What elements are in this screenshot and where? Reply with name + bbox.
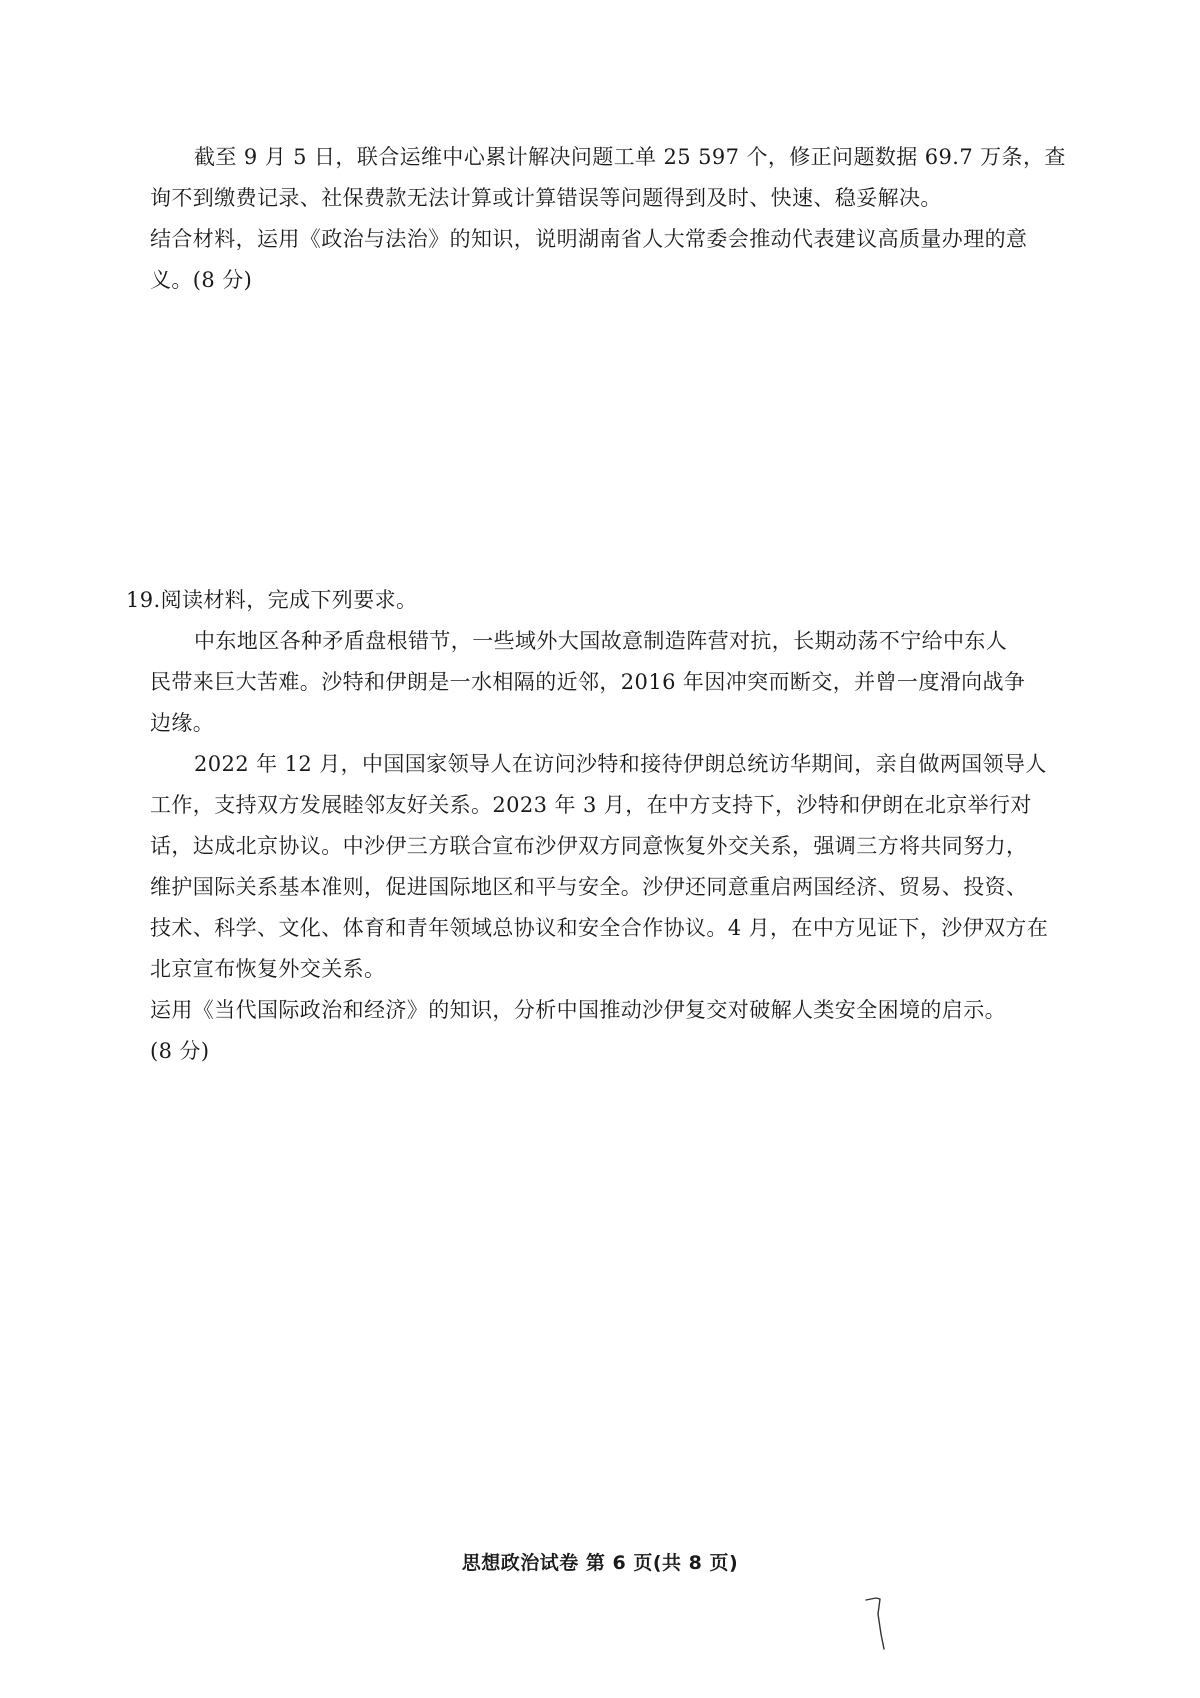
q19-para2-line-2: 工作，支持双方发展睦邻友好关系。2023 年 3 月，在中方支持下，沙特和伊朗在北京举行对 bbox=[150, 793, 1032, 817]
q19-section bbox=[126, 580, 1080, 1072]
q18-question-line-2: 义。(8 分) bbox=[150, 268, 253, 292]
q19-para2-line-6: 北京宣布恢复外交关系。 bbox=[150, 957, 386, 981]
q18-question-line-1: 结合材料，运用《政治与法治》的知识，说明湖南省人大常委会推动代表建议高质量办理的意 bbox=[150, 227, 1028, 251]
q18-material-line-1: 截至 9 月 5 日，联合运维中心累计解决问题工单 25 597 个，修正问题数据 69.7 万条，查 bbox=[194, 145, 1066, 169]
q19-para1-line-1: 中东地区各种矛盾盘根错节，一些域外大国故意制造阵营对抗，长期动荡不宁给中东人 bbox=[194, 629, 1008, 653]
q19-title: 19.阅读材料，完成下列要求。 bbox=[126, 588, 418, 612]
q19-para2-line-3: 话，达成北京协议。中沙伊三方联合宣布沙伊双方同意恢复外交关系，强调三方将共同努力， bbox=[150, 834, 1028, 858]
q19-para1-line-3: 边缘。 bbox=[150, 711, 215, 735]
q19-para1-line-2: 民带来巨大苦难。沙特和伊朗是一水相隔的近邻，2016 年因冲突而断交，并曾一度滑向战争 bbox=[150, 670, 1026, 694]
q19-para2-line-4: 维护国际关系基本准则，促进国际地区和平与安全。沙伊还同意重启两国经济、贸易、投资、 bbox=[150, 875, 1028, 899]
q19-para2-line-5: 技术、科学、文化、体育和青年领域总协议和安全合作协议。4 月，在中方见证下，沙伊双方在 bbox=[150, 916, 1049, 940]
q19-para2-line-1: 2022 年 12 月，中国国家领导人在访问沙特和接待伊朗总统访华期间，亲自做两国领导人 bbox=[194, 752, 1047, 776]
q18-material-line-2: 询不到缴费记录、社保费款无法计算或计算错误等问题得到及时、快速、稳妥解决。 bbox=[150, 186, 942, 210]
page-footer: 思想政治试卷 第 6 页(共 8 页) bbox=[461, 1552, 739, 1574]
handwritten-mark-icon bbox=[862, 1594, 902, 1654]
q19-question-line-2: (8 分) bbox=[150, 1039, 210, 1063]
q18-continuation bbox=[150, 137, 1080, 301]
q19-question-line-1: 运用《当代国际政治和经济》的知识，分析中国推动沙伊复交对破解人类安全困境的启示。 bbox=[150, 998, 1006, 1022]
